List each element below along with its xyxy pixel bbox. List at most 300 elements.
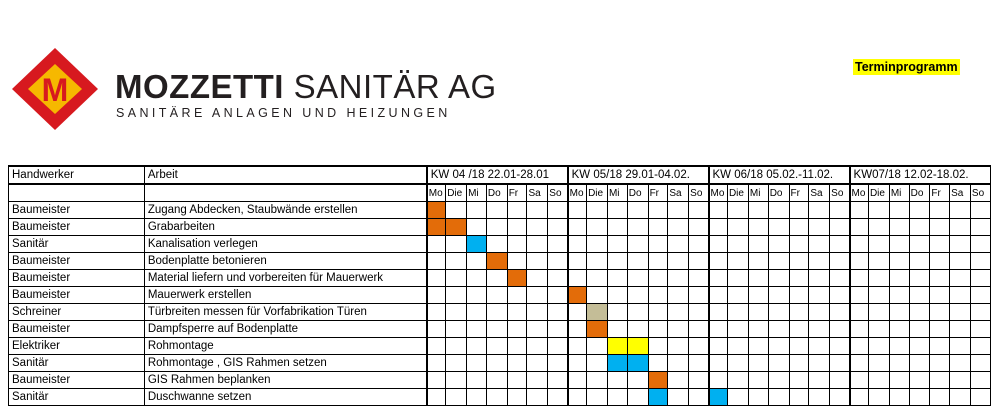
schedule-cell [486,321,507,338]
day-header: Mi [748,184,768,202]
schedule-cell [950,338,971,355]
schedule-cell [768,270,789,287]
schedule-cell [467,338,487,355]
schedule-cell [970,253,990,270]
day-header: Die [587,184,608,202]
schedule-cell [568,338,587,355]
schedule-cell [809,219,830,236]
schedule-cell [607,389,627,406]
schedule-bar-cell [627,355,648,372]
schedule-bar-cell [427,202,446,219]
schedule-cell [527,372,548,389]
schedule-cell [486,287,507,304]
week-header: KW 05/18 29.01-04.02. [568,166,709,184]
schedule-cell [587,287,608,304]
schedule-cell [527,253,548,270]
schedule-cell [909,236,930,253]
schedule-cell [809,389,830,406]
day-header: So [689,184,709,202]
schedule-cell [648,287,668,304]
task-cell: Zugang Abdecken, Staubwände erstellen [144,202,426,219]
schedule-cell [809,338,830,355]
schedule-cell [527,304,548,321]
schedule-cell [889,236,909,253]
table-row [9,270,991,287]
day-header: Mi [467,184,487,202]
schedule-cell [627,236,648,253]
schedule-cell [668,389,689,406]
schedule-cell [768,219,789,236]
schedule-cell [748,389,768,406]
day-header: Sa [950,184,971,202]
schedule-cell [627,389,648,406]
schedule-cell [809,236,830,253]
schedule-cell [950,304,971,321]
schedule-bar-cell [467,236,487,253]
schedule-cell [507,236,527,253]
schedule-cell [748,372,768,389]
schedule-cell [427,321,446,338]
schedule-cell [909,338,930,355]
schedule-cell [467,372,487,389]
schedule-cell [909,270,930,287]
schedule-cell [668,202,689,219]
schedule-cell [587,270,608,287]
schedule-cell [607,236,627,253]
schedule-cell [970,219,990,236]
task-cell: Duschwanne setzen [144,389,426,406]
schedule-cell [689,236,709,253]
schedule-cell [748,287,768,304]
schedule-cell [789,372,809,389]
day-header: Mi [607,184,627,202]
schedule-cell [427,338,446,355]
day-header: Sa [809,184,830,202]
schedule-cell [809,372,830,389]
schedule-cell [809,321,830,338]
schedule-cell [850,389,869,406]
day-header: Do [909,184,930,202]
schedule-bar-cell [607,338,627,355]
week-header: KW 06/18 05.02.-11.02. [709,166,850,184]
schedule-cell [909,287,930,304]
day-header: Mo [850,184,869,202]
table-row [9,236,991,253]
schedule-cell [930,270,950,287]
schedule-cell [930,304,950,321]
schedule-cell [950,202,971,219]
schedule-cell [446,389,467,406]
schedule-cell [486,372,507,389]
schedule-cell [689,389,709,406]
schedule-cell [930,236,950,253]
day-header: So [970,184,990,202]
schedule-cell [930,338,950,355]
schedule-cell [668,321,689,338]
schedule-cell [527,355,548,372]
schedule-cell [668,355,689,372]
schedule-cell [568,219,587,236]
schedule-cell [727,304,748,321]
schedule-cell [467,202,487,219]
schedule-cell [909,389,930,406]
schedule-cell [527,219,548,236]
schedule-cell [486,304,507,321]
schedule-cell [748,321,768,338]
schedule-cell [909,202,930,219]
table-row [9,202,991,219]
schedule-cell [427,355,446,372]
schedule-cell [768,372,789,389]
table-row [9,304,991,321]
schedule-cell [889,270,909,287]
schedule-cell [467,219,487,236]
schedule-cell [850,287,869,304]
schedule-cell [889,287,909,304]
schedule-cell [789,338,809,355]
company-name-bold: MOZZETTI [115,68,284,105]
schedule-cell [970,338,990,355]
schedule-cell [970,202,990,219]
schedule-cell [889,304,909,321]
schedule-cell [627,321,648,338]
schedule-cell [527,321,548,338]
schedule-cell [507,321,527,338]
schedule-cell [668,219,689,236]
schedule-cell [548,372,568,389]
schedule-cell [607,219,627,236]
schedule-bar-cell [607,355,627,372]
schedule-cell [889,338,909,355]
schedule-cell [607,202,627,219]
day-header: Sa [527,184,548,202]
schedule-cell [950,219,971,236]
schedule-cell [689,372,709,389]
schedule-cell [427,270,446,287]
schedule-cell [689,253,709,270]
schedule-cell [830,287,850,304]
schedule-cell [507,389,527,406]
schedule-cell [467,287,487,304]
schedule-cell [830,304,850,321]
schedule-cell [467,304,487,321]
schedule-cell [727,253,748,270]
schedule-cell [568,321,587,338]
schedule-cell [689,338,709,355]
schedule-cell [627,253,648,270]
schedule-bar-cell [587,304,608,321]
days-row-blank-task [144,184,426,202]
schedule-cell [486,202,507,219]
schedule-cell [668,253,689,270]
trade-cell: Sanitär [9,236,145,253]
schedule-cell [709,202,728,219]
trade-cell: Elektriker [9,338,145,355]
schedule-cell [930,219,950,236]
schedule-cell [587,253,608,270]
schedule-cell [527,389,548,406]
task-cell: Rohmontage [144,338,426,355]
schedule-cell [789,270,809,287]
schedule-cell [909,219,930,236]
schedule-cell [868,304,889,321]
schedule-cell [889,321,909,338]
schedule-cell [868,389,889,406]
company-name [115,70,497,104]
schedule-cell [587,219,608,236]
schedule-cell [889,219,909,236]
schedule-cell [930,389,950,406]
schedule-bar-cell [587,321,608,338]
schedule-cell [768,253,789,270]
day-header: Sa [668,184,689,202]
schedule-cell [548,355,568,372]
task-cell: Dampfsperre auf Bodenplatte [144,321,426,338]
schedule-cell [709,253,728,270]
schedule-table [8,165,991,406]
schedule-cell [689,287,709,304]
schedule-cell [709,287,728,304]
schedule-cell [789,219,809,236]
schedule-cell [789,389,809,406]
schedule-cell [909,355,930,372]
day-header: Do [768,184,789,202]
week-header: KW07/18 12.02-18.02. [850,166,991,184]
table-row [9,253,991,270]
schedule-cell [950,253,971,270]
schedule-cell [467,355,487,372]
schedule-cell [809,287,830,304]
day-header: So [830,184,850,202]
schedule-cell [768,389,789,406]
schedule-cell [689,219,709,236]
schedule-cell [607,287,627,304]
schedule-cell [727,236,748,253]
schedule-cell [648,270,668,287]
task-cell: Grabarbeiten [144,219,426,236]
schedule-cell [507,253,527,270]
schedule-cell [548,338,568,355]
schedule-cell [548,389,568,406]
schedule-cell [768,355,789,372]
task-cell: Türbreiten messen für Vorfabrikation Türen [144,304,426,321]
schedule-cell [446,270,467,287]
schedule-cell [830,338,850,355]
schedule-cell [830,355,850,372]
schedule-cell [648,338,668,355]
schedule-cell [486,270,507,287]
schedule-cell [709,236,728,253]
schedule-cell [427,253,446,270]
schedule-bar-cell [709,389,728,406]
table-row [9,372,991,389]
schedule-cell [868,321,889,338]
task-cell: GIS Rahmen beplanken [144,372,426,389]
schedule-bar-cell [648,372,668,389]
schedule-cell [587,372,608,389]
trade-cell: Baumeister [9,270,145,287]
schedule-cell [889,389,909,406]
schedule-cell [689,270,709,287]
schedule-cell [446,372,467,389]
schedule-cell [607,253,627,270]
schedule-cell [446,287,467,304]
schedule-cell [768,338,789,355]
schedule-cell [748,270,768,287]
schedule-cell [568,270,587,287]
table-row [9,355,991,372]
schedule-cell [748,304,768,321]
trade-cell: Sanitär [9,355,145,372]
schedule-cell [568,372,587,389]
schedule-cell [950,389,971,406]
schedule-cell [850,202,869,219]
schedule-cell [668,338,689,355]
schedule-cell [668,287,689,304]
table-row [9,321,991,338]
schedule-cell [427,287,446,304]
trade-cell: Schreiner [9,304,145,321]
task-cell: Mauerwerk erstellen [144,287,426,304]
schedule-cell [607,304,627,321]
schedule-cell [648,355,668,372]
schedule-cell [548,236,568,253]
schedule-cell [727,287,748,304]
schedule-cell [627,202,648,219]
table-days-row [9,184,991,202]
schedule-cell [548,253,568,270]
table-row [9,338,991,355]
day-header: Die [868,184,889,202]
schedule-cell [467,389,487,406]
schedule-cell [748,253,768,270]
company-name-light: SANITÄR AG [283,68,497,105]
day-header: Die [727,184,748,202]
schedule-cell [627,270,648,287]
schedule-cell [789,236,809,253]
schedule-bar-cell [486,253,507,270]
table-header-row [9,166,991,184]
schedule-cell [486,389,507,406]
schedule-cell [748,338,768,355]
schedule-cell [568,236,587,253]
schedule-cell [467,253,487,270]
schedule-cell [568,202,587,219]
schedule-cell [467,270,487,287]
logo-letter: M [41,72,69,108]
schedule-cell [868,219,889,236]
day-header: Fr [789,184,809,202]
schedule-cell [527,236,548,253]
schedule-cell [970,304,990,321]
schedule-cell [950,270,971,287]
schedule-cell [930,253,950,270]
schedule-cell [789,287,809,304]
schedule-cell [868,287,889,304]
schedule-cell [507,372,527,389]
schedule-cell [486,355,507,372]
schedule-cell [568,389,587,406]
schedule-cell [486,338,507,355]
schedule-bar-cell [427,219,446,236]
schedule-cell [587,236,608,253]
schedule-cell [587,202,608,219]
schedule-cell [507,355,527,372]
task-cell: Rohmontage , GIS Rahmen setzen [144,355,426,372]
schedule-cell [427,236,446,253]
task-cell: Bodenplatte betonieren [144,253,426,270]
schedule-cell [607,270,627,287]
trade-cell: Baumeister [9,219,145,236]
trade-cell: Baumeister [9,202,145,219]
schedule-cell [548,202,568,219]
schedule-cell [427,372,446,389]
schedule-cell [446,236,467,253]
schedule-cell [727,338,748,355]
week-header: KW 04 /18 22.01-28.01 [427,166,568,184]
schedule-cell [830,202,850,219]
schedule-cell [446,338,467,355]
schedule-cell [727,202,748,219]
schedule-cell [648,321,668,338]
schedule-cell [889,253,909,270]
trade-cell: Baumeister [9,253,145,270]
schedule-cell [627,287,648,304]
day-header: So [548,184,568,202]
schedule-cell [809,270,830,287]
schedule-cell [627,304,648,321]
day-header: Fr [648,184,668,202]
schedule-cell [850,338,869,355]
table-row [9,219,991,236]
schedule-cell [809,202,830,219]
schedule-cell [909,321,930,338]
schedule-cell [648,253,668,270]
schedule-cell [850,236,869,253]
schedule-cell [727,219,748,236]
schedule-cell [850,372,869,389]
schedule-cell [789,355,809,372]
day-header: Do [486,184,507,202]
schedule-cell [587,389,608,406]
schedule-cell [909,372,930,389]
column-header-task: Arbeit [144,166,426,184]
schedule-cell [748,219,768,236]
schedule-cell [930,372,950,389]
task-cell: Material liefern und vorbereiten für Mauerwerk [144,270,426,287]
schedule-cell [486,236,507,253]
schedule-cell [809,253,830,270]
schedule-cell [850,355,869,372]
schedule-cell [568,304,587,321]
schedule-cell [789,202,809,219]
schedule-cell [709,321,728,338]
schedule-cell [868,372,889,389]
schedule-cell [970,270,990,287]
trade-cell: Baumeister [9,372,145,389]
day-header: Die [446,184,467,202]
schedule-cell [830,372,850,389]
trade-cell: Baumeister [9,321,145,338]
schedule-cell [709,355,728,372]
schedule-bar-cell [507,270,527,287]
trade-cell: Sanitär [9,389,145,406]
schedule-cell [507,338,527,355]
schedule-cell [970,372,990,389]
document-title: Terminprogramm [855,60,958,74]
schedule-cell [830,253,850,270]
schedule-cell [727,389,748,406]
